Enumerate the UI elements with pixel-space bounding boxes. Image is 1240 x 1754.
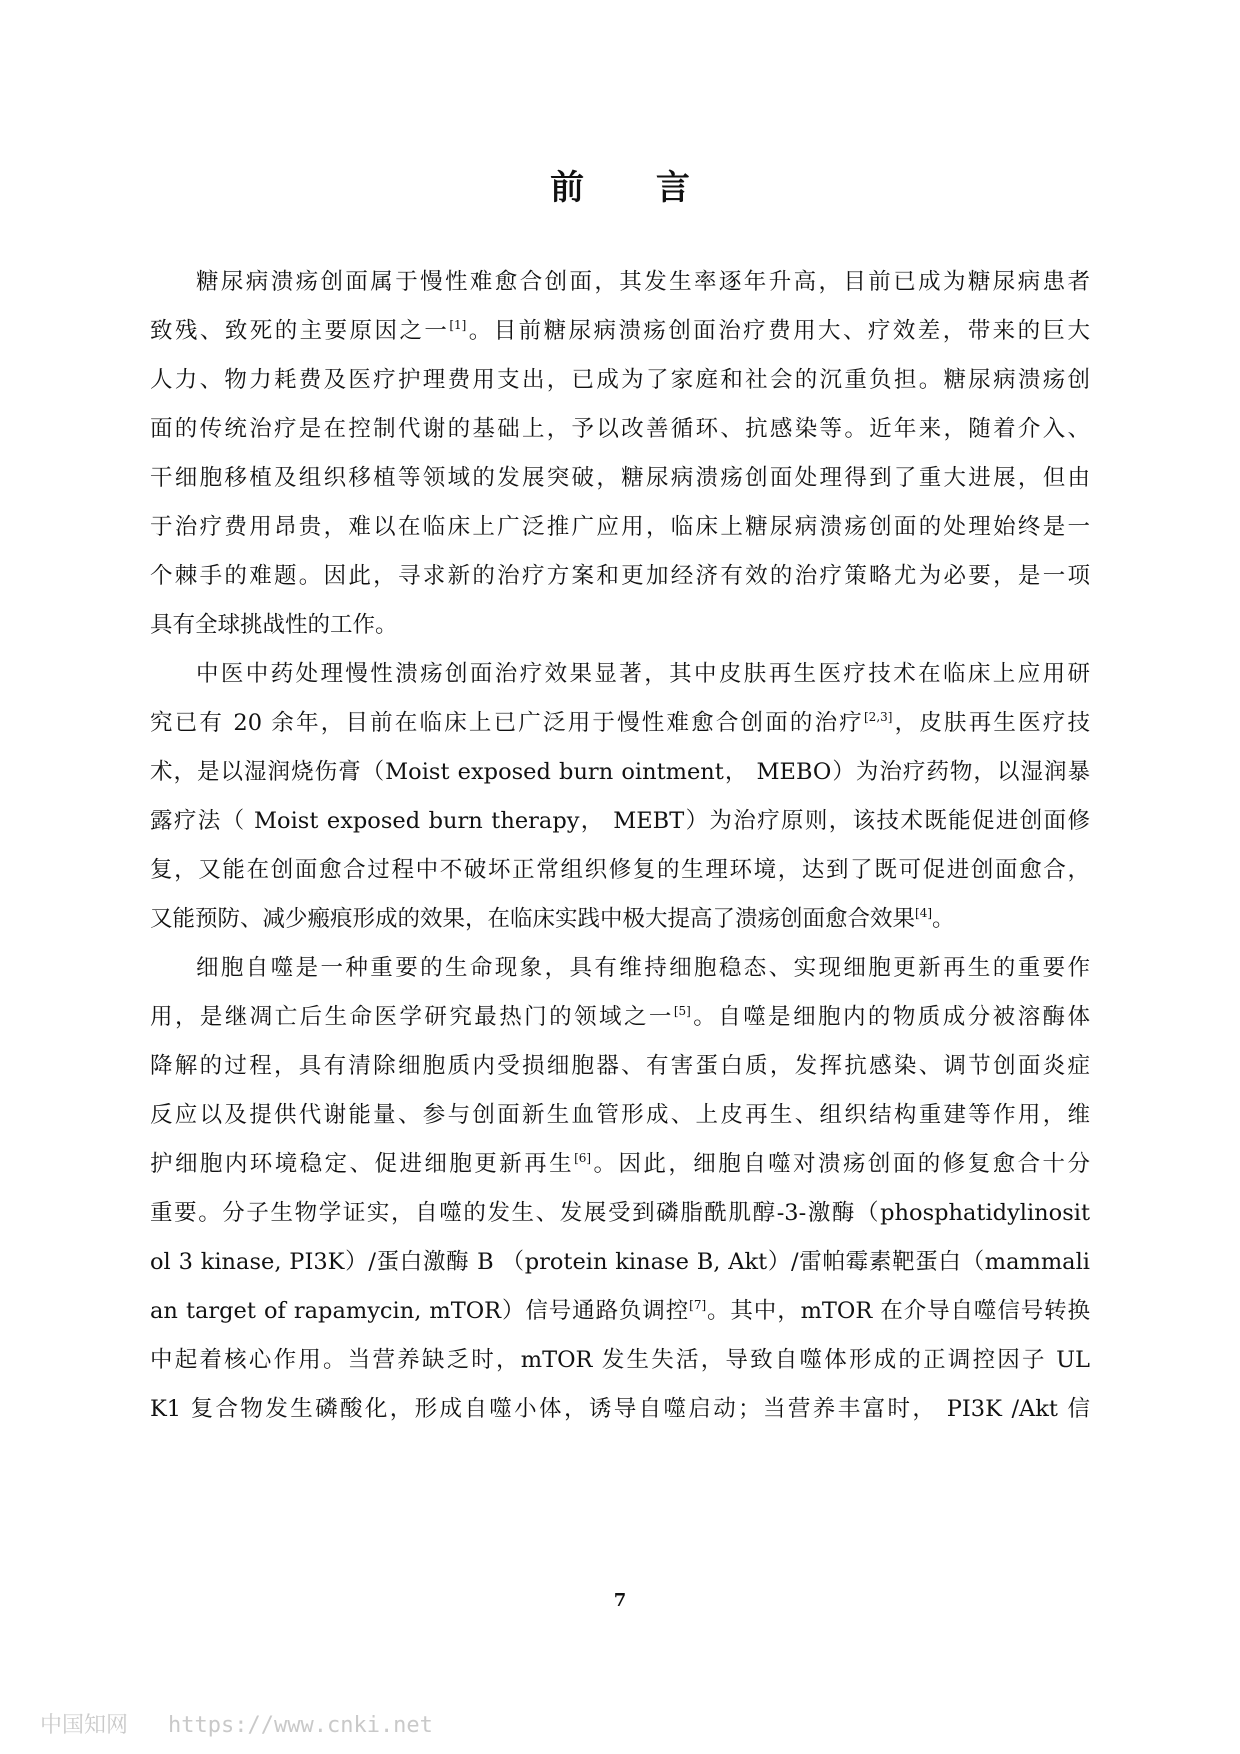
paragraph-1-line-5: 干细胞移植及组织移植等领域的发展突破，糖尿病溃疡创面处理得到了重大进展，但由 bbox=[150, 465, 1090, 491]
paragraph-1-line-3: 人力、物力耗费及医疗护理费用支出，已成为了家庭和社会的沉重负担。糖尿病溃疡创 bbox=[150, 367, 1090, 393]
citation-marker: [6] bbox=[574, 1151, 592, 1165]
paragraph-3-line-4: 反应以及提供代谢能量、参与创面新生血管形成、上皮再生、组织结构重建等作用，维 bbox=[150, 1102, 1090, 1128]
watermark-url: https://www.cnki.net bbox=[168, 1713, 433, 1738]
paragraph-3-line-5 bbox=[150, 1144, 1090, 1184]
paragraph-3-line-2 bbox=[150, 997, 1090, 1037]
paragraph-2-line-5: 复，又能在创面愈合过程中不破坏正常组织修复的生理环境，达到了既可促进创面愈合， bbox=[150, 857, 1090, 883]
cnki-watermark bbox=[40, 1708, 433, 1739]
paragraph-3-line-9: 中起着核心作用。当营养缺乏时，mTOR 发生失活，导致自噬体形成的正调控因子 UL bbox=[150, 1347, 1090, 1373]
paragraph-1-line-4: 面的传统治疗是在控制代谢的基础上，予以改善循环、抗感染等。近年来，随着介入、 bbox=[150, 416, 1090, 442]
paragraph-2-line-6 bbox=[150, 899, 1090, 939]
paragraph-1-line-8: 具有全球挑战性的工作。 bbox=[150, 612, 398, 638]
paragraph-2-line-4: 露疗法（ Moist exposed burn therapy， MEBT）为治疗原则，该技术既能促进创面修 bbox=[150, 808, 1090, 834]
line-text: 又能预防、减少瘢痕形成的效果，在临床实践中极大提高了溃疡创面愈合效果[4]。 bbox=[150, 906, 955, 932]
line-text: 致残、致死的主要原因之一[1]。目前糖尿病溃疡创面治疗费用大、疗效差，带来的巨大 bbox=[150, 318, 1090, 344]
paragraph-3-line-10: K1 复合物发生磷酸化，形成自噬小体，诱导自噬启动；当营养丰富时， PI3K /Akt 信 bbox=[150, 1396, 1090, 1422]
paragraph-2-line-2 bbox=[150, 703, 1090, 743]
line-text: an target of rapamycin, mTOR）信号通路负调控[7]。其中，mTOR 在介导自噬信号转换 bbox=[150, 1298, 1090, 1324]
paragraph-3-line-7: ol 3 kinase, PI3K）/蛋白激酶 B （protein kinase B, Akt）/雷帕霉素靶蛋白（mammali bbox=[150, 1249, 1090, 1275]
paragraph-3-line-6: 重要。分子生物学证实，自噬的发生、发展受到磷脂酰肌醇-3-激酶（phosphatidylinosit bbox=[150, 1200, 1090, 1226]
line-text: 用，是继凋亡后生命医学研究最热门的领域之一[5]。自噬是细胞内的物质成分被溶酶体 bbox=[150, 1004, 1090, 1030]
watermark-site-name: 中国知网 bbox=[40, 1713, 129, 1738]
citation-marker: [1] bbox=[449, 318, 467, 332]
section-heading: 前 言 bbox=[550, 168, 720, 208]
paragraph-1-line-6: 于治疗费用昂贵，难以在临床上广泛推广应用，临床上糖尿病溃疡创面的处理始终是一 bbox=[150, 514, 1090, 540]
paragraph-3-line-1: 细胞自噬是一种重要的生命现象，具有维持细胞稳态、实现细胞更新再生的重要作 bbox=[196, 955, 1090, 981]
paragraph-2-line-1: 中医中药处理慢性溃疡创面治疗效果显著，其中皮肤再生医疗技术在临床上应用研 bbox=[196, 661, 1090, 687]
citation-marker: [4] bbox=[915, 906, 933, 920]
paragraph-2-line-3: 术，是以湿润烧伤膏（Moist exposed burn ointment， MEBO）为治疗药物，以湿润暴 bbox=[150, 759, 1090, 785]
paragraph-3-line-8 bbox=[150, 1291, 1090, 1331]
page-number: 7 bbox=[613, 1590, 627, 1611]
paragraph-1-line-7: 个棘手的难题。因此，寻求新的治疗方案和更加经济有效的治疗策略尤为必要，是一项 bbox=[150, 563, 1090, 589]
citation-marker: [2,3] bbox=[864, 710, 893, 724]
citation-marker: [7] bbox=[689, 1298, 707, 1312]
line-text: 究已有 20 余年，目前在临床上已广泛用于慢性难愈合创面的治疗[2,3]，皮肤再生医疗技 bbox=[150, 710, 1090, 736]
paragraph-1-line-1: 糖尿病溃疡创面属于慢性难愈合创面，其发生率逐年升高，目前已成为糖尿病患者 bbox=[196, 269, 1090, 295]
citation-marker: [5] bbox=[673, 1004, 691, 1018]
line-text: 护细胞内环境稳定、促进细胞更新再生[6]。因此，细胞自噬对溃疡创面的修复愈合十分 bbox=[150, 1151, 1090, 1177]
paragraph-1-line-2 bbox=[150, 311, 1090, 351]
paragraph-3-line-3: 降解的过程，具有清除细胞质内受损细胞器、有害蛋白质，发挥抗感染、调节创面炎症 bbox=[150, 1053, 1090, 1079]
